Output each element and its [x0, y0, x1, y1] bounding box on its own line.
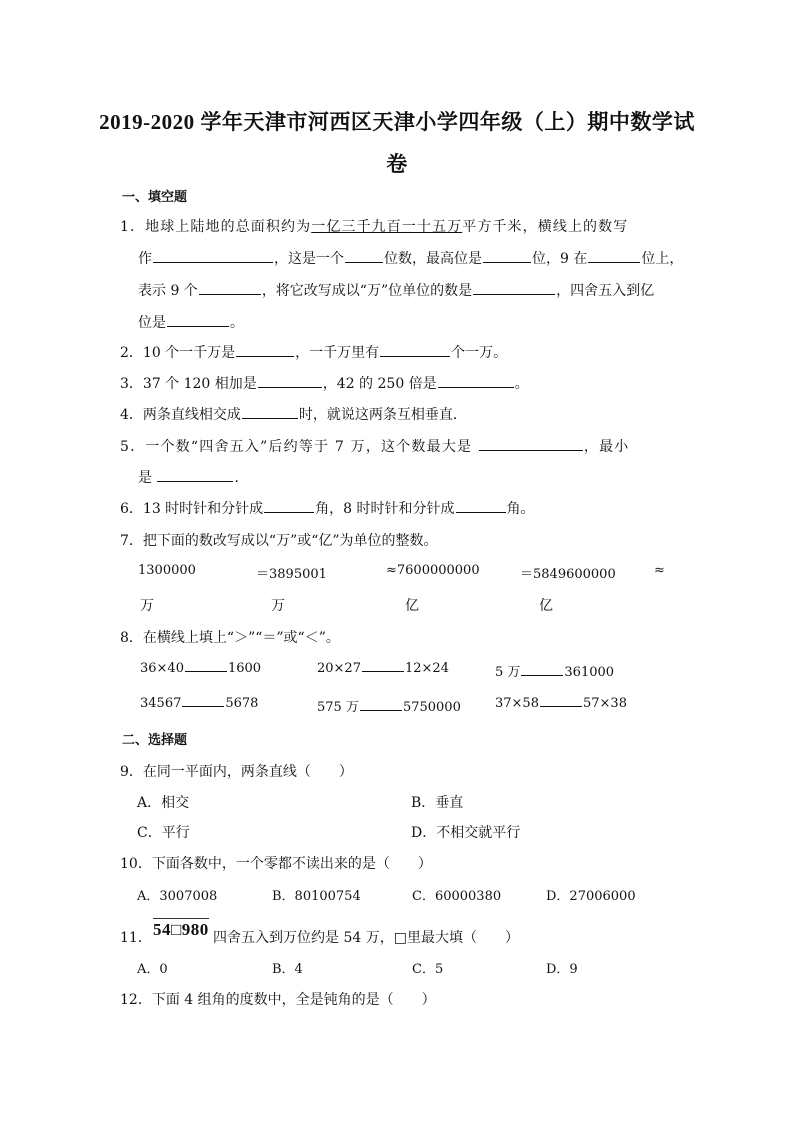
compare-left: 37×58: [495, 696, 539, 711]
question-4: [120, 404, 467, 424]
choice-c[interactable]: C．平行: [137, 825, 190, 841]
choice-b[interactable]: B．80100754: [272, 889, 361, 904]
question-text: ，最小: [583, 439, 630, 455]
question-6: [120, 498, 535, 518]
question-8-item: [495, 661, 614, 680]
underlined-number-text: 一亿三千九百一十五万: [311, 219, 463, 235]
question-11-stem: 四舍五入到万位约是 54 万，□里最大填（ ）: [213, 930, 519, 946]
question-text: 4．两条直线相交成: [120, 407, 241, 423]
compare-left: 36×40: [140, 661, 184, 676]
question-7-item: ≈7600000000: [386, 563, 480, 578]
answer-blank[interactable]: [153, 261, 273, 263]
question-text: 作: [138, 251, 152, 267]
question-text: 。: [230, 315, 244, 331]
question-1-line-2: [138, 248, 683, 268]
question-3: [120, 373, 529, 393]
question-text: 角，8 时时针和分针成: [315, 501, 455, 517]
answer-blank[interactable]: [588, 261, 640, 263]
question-5-line-2: [138, 467, 239, 487]
question-7-unit: 亿: [539, 598, 553, 614]
section-multiple-choice: 二、选择题: [122, 733, 188, 748]
compare-right: 57×38: [582, 696, 627, 711]
question-7-item: ≈: [654, 563, 665, 578]
question-7-unit: 万: [271, 598, 285, 614]
compare-left: 34567: [140, 696, 182, 711]
answer-blank[interactable]: [345, 261, 383, 263]
choice-a[interactable]: A．3007008: [137, 889, 218, 904]
choice-b[interactable]: B．垂直: [411, 795, 464, 811]
question-9-stem: 9．在同一平面内，两条直线（ ）: [120, 764, 353, 780]
question-text: 。: [514, 376, 529, 392]
question-text: 表示 9 个: [138, 283, 198, 299]
question-text: 地球上陆地的总面积约为: [145, 219, 312, 235]
compare-right: 361000: [564, 665, 615, 680]
question-8-item: [317, 661, 449, 676]
answer-blank[interactable]: [473, 293, 555, 295]
answer-blank[interactable]: [199, 293, 261, 295]
answer-blank[interactable]: [182, 705, 224, 707]
question-text: ，一千万里有: [295, 345, 380, 361]
compare-left: 20×27: [317, 661, 361, 676]
answer-blank[interactable]: [167, 325, 229, 327]
question-7-item: 1300000: [138, 563, 196, 578]
question-1-line-3: [138, 280, 654, 300]
choice-a[interactable]: A．0: [137, 962, 168, 977]
choice-a[interactable]: A．相交: [137, 795, 190, 811]
question-text: ，将它改写成以“万”位单位的数是: [261, 283, 473, 299]
answer-blank[interactable]: [362, 670, 404, 672]
choice-d[interactable]: D．不相交就平行: [411, 825, 521, 841]
question-text: 个一万。: [451, 345, 508, 361]
compare-right: 5750000: [402, 700, 461, 715]
choice-d[interactable]: D．27006000: [546, 889, 636, 904]
answer-blank[interactable]: [438, 386, 514, 388]
choice-b[interactable]: B．4: [272, 962, 303, 977]
answer-blank[interactable]: [483, 261, 531, 263]
question-text: 3．37 个 120 相加是: [120, 376, 257, 392]
answer-blank[interactable]: [456, 511, 506, 513]
question-8-item: [140, 696, 258, 711]
question-5-line-1: [120, 436, 630, 456]
question-text: ，四舍五入到亿: [556, 283, 655, 299]
question-text: 角。: [506, 501, 535, 517]
question-11-number: 11．: [120, 930, 152, 946]
overlined-number: 54□980: [153, 920, 209, 939]
question-text: ，42 的 250 倍是: [322, 376, 437, 392]
answer-blank[interactable]: [242, 417, 298, 419]
answer-blank[interactable]: [264, 511, 314, 513]
choice-d[interactable]: D．9: [546, 962, 578, 977]
compare-right: 1600: [227, 661, 262, 676]
question-7-item: ＝3895001: [256, 567, 327, 582]
question-1-line-1: [120, 216, 628, 236]
question-7-unit: 万: [140, 598, 154, 614]
question-text: 位是: [138, 315, 166, 331]
choice-c[interactable]: C．5: [412, 962, 444, 977]
compare-left: 5 万: [495, 665, 521, 680]
question-text: 位上，: [641, 251, 684, 267]
section-fill-in-blanks: 一、填空题: [122, 190, 188, 205]
answer-blank[interactable]: [380, 355, 450, 357]
question-8-item: [317, 696, 461, 715]
question-text: 6．13 时时针和分针成: [120, 501, 264, 517]
question-text: 是: [138, 470, 152, 486]
question-text: .: [234, 470, 239, 486]
question-text: 时，就说这两条互相垂直．: [298, 407, 467, 423]
question-12-stem: 12．下面 4 组角的度数中，全是钝角的是（ ）: [120, 992, 436, 1008]
answer-blank[interactable]: [360, 709, 402, 711]
question-7-unit: 亿: [405, 598, 419, 614]
question-text: 位数，最高位是: [384, 251, 482, 267]
question-text: 位，9 在: [532, 251, 588, 267]
choice-c[interactable]: C．60000380: [412, 889, 502, 904]
question-text: 2．10 个一千万是: [120, 345, 236, 361]
document-title-line-1: 2019-2020 学年天津市河西区天津小学四年级（上）期中数学试: [99, 110, 695, 134]
answer-blank[interactable]: [236, 355, 294, 357]
answer-blank[interactable]: [185, 670, 227, 672]
answer-blank[interactable]: [157, 480, 233, 482]
question-8-item: [140, 661, 261, 676]
compare-left: 575 万: [317, 700, 359, 715]
question-2: [120, 342, 507, 362]
question-number: 1．: [120, 219, 146, 235]
document-title-line-2: 卷: [386, 152, 408, 176]
answer-blank[interactable]: [258, 386, 322, 388]
question-7-item: ＝5849600000: [520, 567, 616, 582]
answer-blank[interactable]: [479, 449, 583, 451]
compare-right: 5678: [225, 696, 259, 711]
answer-blank[interactable]: [521, 674, 563, 676]
question-8-item: [495, 696, 627, 711]
question-1-line-4: [138, 312, 244, 332]
question-7-stem: 7．把下面的数改写成以“万”或“亿”为单位的整数。: [120, 533, 438, 549]
compare-right: 12×24: [404, 661, 449, 676]
question-8-stem: 8．在横线上填上“＞”“＝”或“＜”。: [120, 630, 340, 646]
question-text: 5．一个数“四舍五入”后约等于 7 万，这个数最大是: [120, 439, 473, 455]
answer-blank[interactable]: [540, 705, 582, 707]
question-10-stem: 10．下面各数中，一个零都不读出来的是（ ）: [120, 856, 432, 872]
question-text: ，这是一个: [274, 251, 344, 267]
question-text: 平方千米，横线上的数写: [462, 219, 629, 235]
